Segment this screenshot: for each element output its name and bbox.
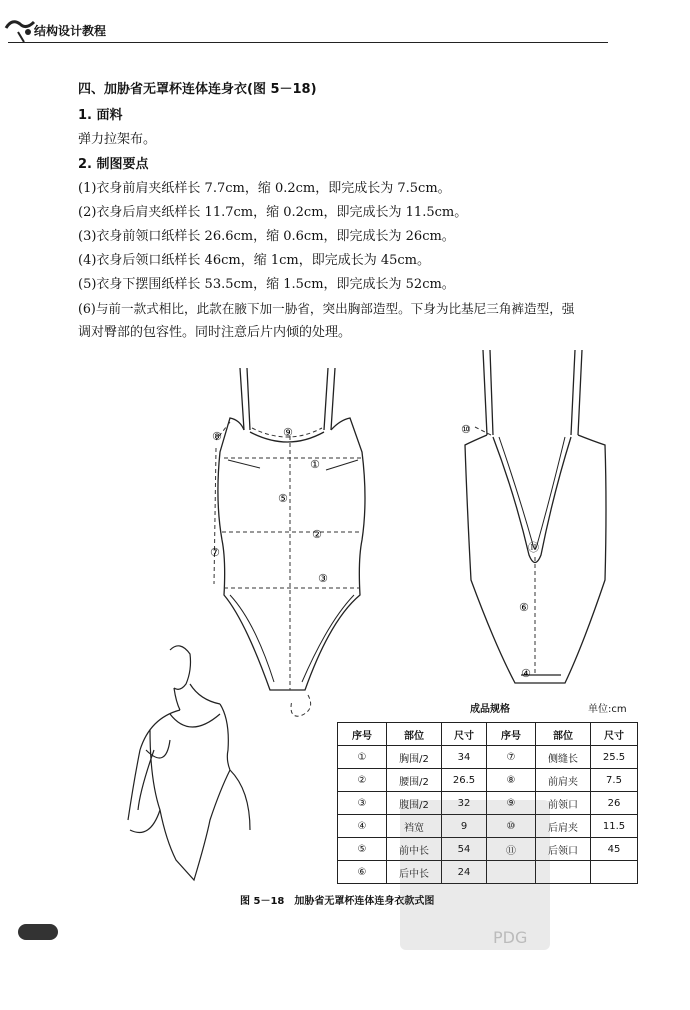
model-sketch — [110, 640, 330, 900]
cell: ③ — [338, 792, 387, 815]
cell: ⑦ — [487, 746, 536, 769]
cell: ⑧ — [487, 769, 536, 792]
cell: 54 — [442, 838, 487, 861]
cell: ⑪ — [487, 838, 536, 861]
point-6-line-1: (6)与前一款式相比，此款在腋下加一胁省，突出胸部造型。下身为比基尼三角裤造型，强 — [78, 301, 575, 316]
back-marker-10: ⑩ — [461, 423, 471, 436]
back-marker-11: ⑪ — [528, 541, 539, 554]
cell: 9 — [442, 815, 487, 838]
cell: 24 — [442, 861, 487, 884]
point-4: (4)衣身后领口纸样长 46cm，缩 1cm，即完成长为 45cm。 — [78, 253, 430, 268]
cell: 前肩夹 — [536, 769, 591, 792]
cell: ⑤ — [338, 838, 387, 861]
fabric-text: 弹力拉架布。 — [78, 132, 157, 147]
point-6-line-2: 调对臀部的包容性。同时注意后片内倾的处理。 — [78, 325, 352, 340]
cell: 25.5 — [591, 746, 638, 769]
header-cell: 部位 — [536, 723, 591, 746]
cell: 26 — [591, 792, 638, 815]
figure-caption: 图 5－18 加胁省无罩杯连体连身衣款式图 — [240, 896, 435, 907]
page-number-mark — [18, 924, 58, 940]
cell: ② — [338, 769, 387, 792]
cell: ① — [338, 746, 387, 769]
point-3: (3)衣身前领口纸样长 26.6cm，缩 0.6cm，即完成长为 26cm。 — [78, 229, 455, 244]
header-cell: 尺寸 — [591, 723, 638, 746]
front-marker-9: ⑨ — [283, 426, 293, 439]
point-2: (2)衣身后肩夹纸样长 11.7cm，缩 0.2cm，即完成长为 11.5cm。 — [78, 205, 468, 220]
cell: 侧缝长 — [536, 746, 591, 769]
front-marker-2: ② — [312, 528, 322, 541]
watermark-text: PDG — [493, 928, 528, 947]
front-marker-3: ③ — [318, 572, 328, 585]
point-1: (1)衣身前肩夹纸样长 7.7cm，缩 0.2cm，即完成长为 7.5cm。 — [78, 181, 451, 196]
front-marker-1: ① — [310, 458, 320, 471]
cell: ⑩ — [487, 815, 536, 838]
spec-table-unit: 单位:cm — [588, 704, 627, 715]
front-marker-5: ⑤ — [278, 492, 288, 505]
cell: 后中长 — [387, 861, 442, 884]
cell: 腹围/2 — [387, 792, 442, 815]
cell: 前中长 — [387, 838, 442, 861]
watermark-stamp — [400, 800, 550, 950]
cell: 腰围/2 — [387, 769, 442, 792]
cell: 胸围/2 — [387, 746, 442, 769]
cell: 34 — [442, 746, 487, 769]
cell: 前领口 — [536, 792, 591, 815]
front-marker-8: ⑧ — [212, 430, 222, 443]
back-marker-4: ④ — [521, 667, 531, 680]
table-row — [338, 746, 638, 769]
header-cell: 部位 — [387, 723, 442, 746]
header-cell: 尺寸 — [442, 723, 487, 746]
cell: 45 — [591, 838, 638, 861]
cell: 11.5 — [591, 815, 638, 838]
cell: 26.5 — [442, 769, 487, 792]
front-marker-7: ⑦ — [210, 546, 220, 559]
cell: ⑥ — [338, 861, 387, 884]
cell — [591, 861, 638, 884]
running-header: 结构设计教程 — [34, 24, 107, 38]
back-garment-drawing — [455, 345, 615, 695]
cell: 后领口 — [536, 838, 591, 861]
spec-table-title: 成品规格 — [470, 704, 510, 715]
back-marker-6: ⑥ — [519, 601, 529, 614]
table-row — [338, 769, 638, 792]
cell: 裆宽 — [387, 815, 442, 838]
cell: ⑨ — [487, 792, 536, 815]
section-heading: 四、加胁省无罩杯连体连身衣(图 5－18) — [78, 82, 317, 97]
cell: ④ — [338, 815, 387, 838]
point-5: (5)衣身下摆围纸样长 53.5cm，缩 1.5cm，即完成长为 52cm。 — [78, 277, 455, 292]
header-cell: 序号 — [338, 723, 387, 746]
cell: 7.5 — [591, 769, 638, 792]
header-rule — [8, 42, 608, 43]
header-cell: 序号 — [487, 723, 536, 746]
spec-table-header — [338, 723, 638, 746]
points-title: 2. 制图要点 — [78, 157, 149, 172]
cell: 后肩夹 — [536, 815, 591, 838]
fabric-title: 1. 面料 — [78, 108, 123, 123]
cell: 32 — [442, 792, 487, 815]
